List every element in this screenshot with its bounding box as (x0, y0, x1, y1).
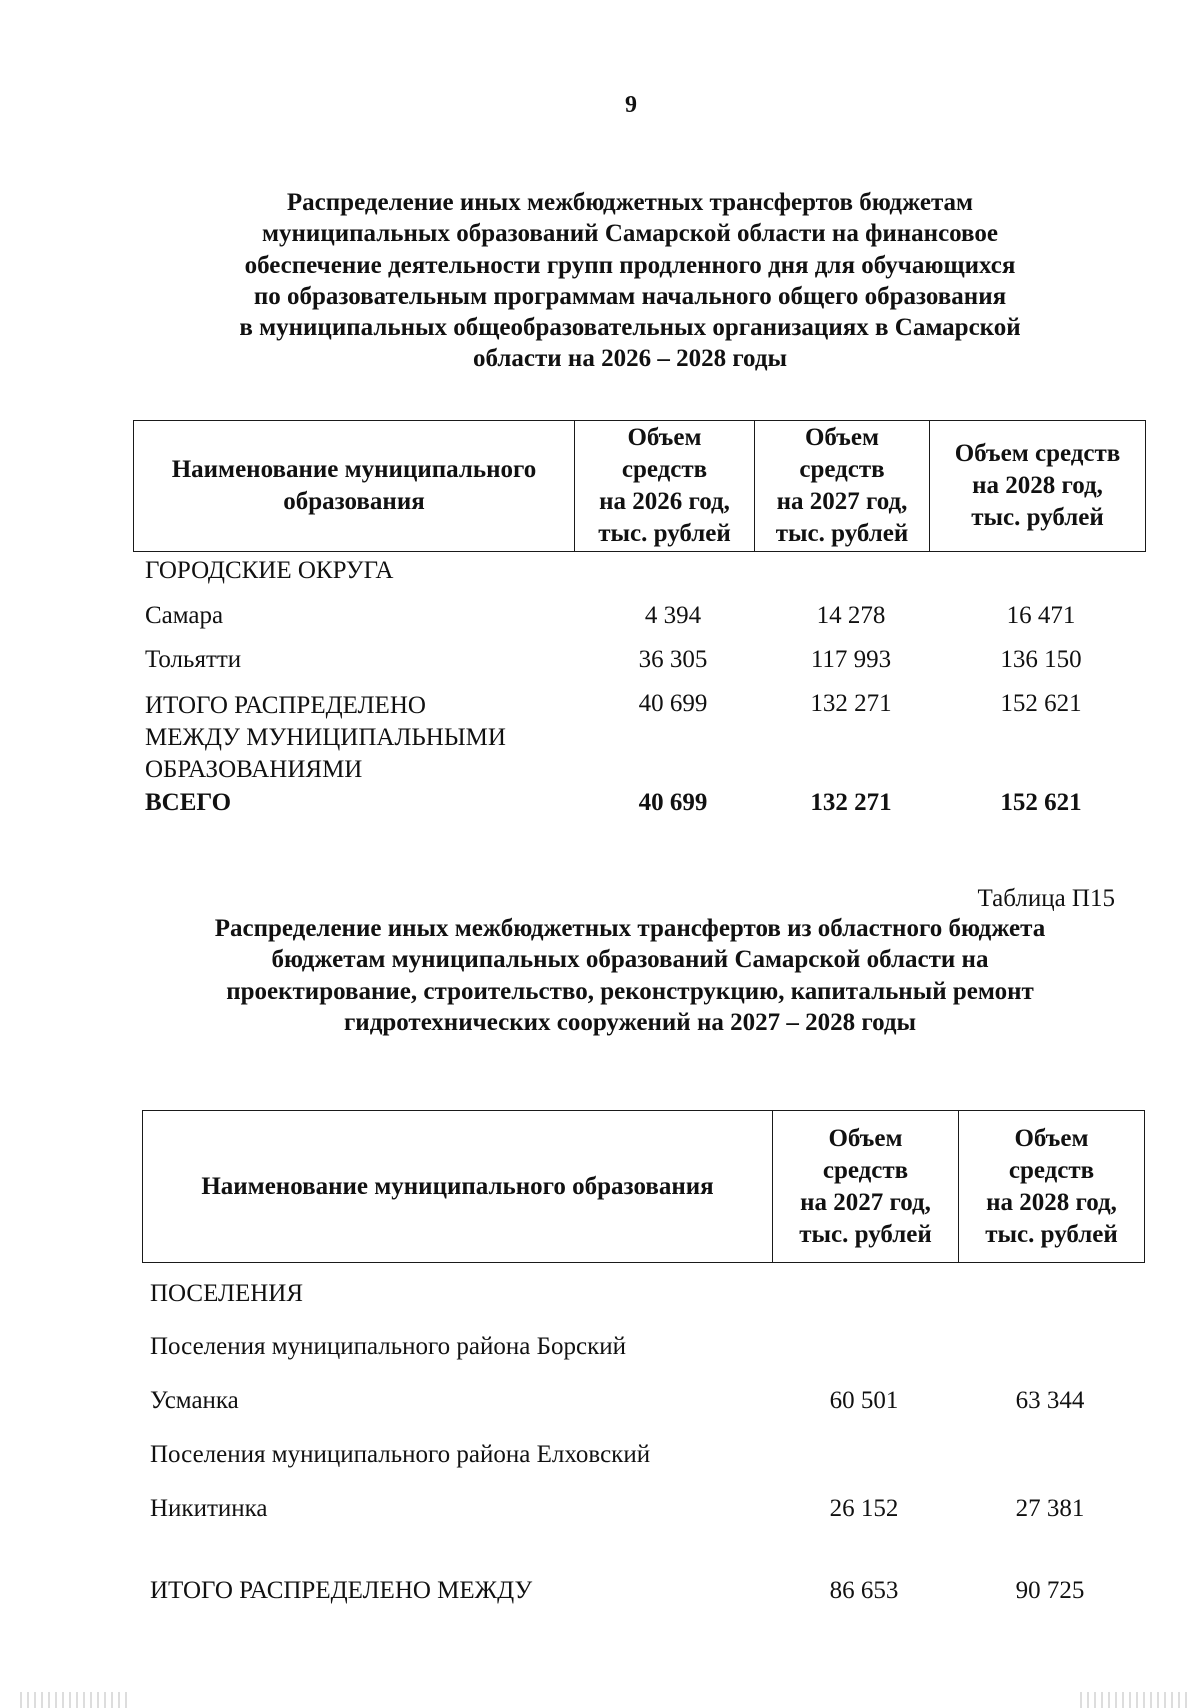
district-heading: Поселения муниципального района Елховский (150, 1441, 651, 1468)
title-line: муниципальных образований Самарской области на финансовое (262, 220, 998, 248)
header-2027: Объем средств на 2027 год, тыс. рублей (773, 1111, 959, 1263)
value-2028: 152 621 (1000, 789, 1082, 816)
header-2028: Объем средств на 2028 год, тыс. рублей (930, 421, 1146, 552)
section-heading: ГОРОДСКИЕ ОКРУГА (145, 557, 394, 584)
value-2028: 16 471 (1006, 602, 1076, 629)
header-municipality: Наименование муниципального образования (134, 421, 575, 552)
row-name: Самара (145, 602, 224, 629)
header-municipality: Наименование муниципального образования (143, 1111, 773, 1263)
title-line: Распределение иных межбюджетных трансфертов из областного бюджета (214, 915, 1046, 942)
title-line: обеспечение деятельности групп продленного дня для обучающихся (244, 251, 1016, 279)
header-2026: Объем средств на 2026 год, тыс. рублей (575, 421, 755, 552)
title-line: Распределение иных межбюджетных трансфертов бюджетам (286, 189, 974, 216)
title-line: проектирование, строительство, реконструкцию, капитальный ремонт (226, 977, 1034, 1005)
value-2026: 36 305 (638, 646, 708, 673)
page-number: 9 (625, 92, 637, 118)
distributed-row (150, 1577, 1150, 1605)
table1-title (160, 187, 1100, 375)
distributed-row: ИТОГО РАСПРЕДЕЛЕНО МЕЖДУ МУНИЦИПАЛЬНЫМИ ОБРАЗОВАНИЯМИ 40 699 132 271 152 621 (145, 690, 1145, 786)
header-2028: Объем средств на 2028 год, тыс. рублей (959, 1111, 1145, 1263)
value-2028: 63 344 (1015, 1387, 1085, 1414)
section-heading: ПОСЕЛЕНИЯ (150, 1280, 304, 1307)
value-2026: 40 699 (638, 789, 708, 816)
value-2027: 14 278 (816, 602, 886, 629)
row-name: ВСЕГО (145, 789, 232, 816)
scan-artifact (20, 1692, 130, 1708)
district-heading: Поселения муниципального района Борский (150, 1333, 626, 1360)
table-row (145, 602, 1145, 630)
row-name: Никитинка (150, 1495, 268, 1522)
table1-header (133, 420, 1146, 552)
value-2027: 60 501 (829, 1387, 899, 1414)
value-2027: 86 653 (829, 1577, 899, 1604)
title-line: в муниципальных общеобразовательных организациях в Самарской (239, 314, 1021, 342)
total-row (145, 789, 1145, 817)
value-2028: 136 150 (1000, 646, 1082, 673)
header-2027: Объем средств на 2027 год, тыс. рублей (755, 421, 930, 552)
table2-title (140, 913, 1120, 1038)
table2-header (142, 1110, 1145, 1263)
value-2026: 4 394 (644, 602, 702, 629)
table-row (150, 1495, 1150, 1523)
title-line: по образовательным программам начального общего образования (253, 282, 1007, 310)
value-2026: 40 699 (638, 690, 708, 717)
value-2027: 26 152 (829, 1495, 899, 1522)
value-2028: 152 621 (1000, 690, 1082, 717)
table-row (150, 1387, 1150, 1415)
table-label: Таблица П15 (977, 885, 1115, 912)
value-2028: 27 381 (1015, 1495, 1085, 1522)
row-name: Усманка (150, 1387, 239, 1414)
value-2027: 132 271 (810, 789, 892, 816)
value-2027: 132 271 (810, 690, 892, 717)
scan-artifact (1080, 1692, 1190, 1708)
title-line: области на 2026 – 2028 годы (472, 345, 787, 373)
value-2027: 117 993 (810, 646, 892, 673)
title-line: бюджетам муниципальных образований Самарской области на (271, 946, 989, 974)
value-2028: 90 725 (1015, 1577, 1085, 1604)
table-row (145, 646, 1145, 674)
row-name: ИТОГО РАСПРЕДЕЛЕНО МЕЖДУ (150, 1577, 533, 1604)
row-name: Тольятти (145, 646, 242, 673)
title-line: гидротехнических сооружений на 2027 – 2028 годы (343, 1008, 917, 1036)
